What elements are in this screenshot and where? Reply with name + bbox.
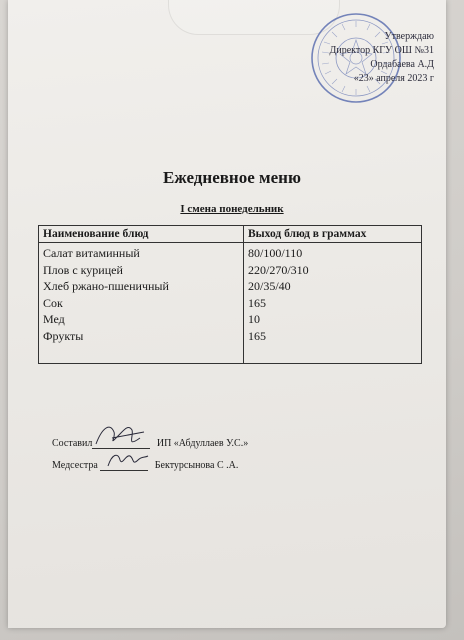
composer-name: ИП «Абдуллаев У.С.» <box>156 438 249 449</box>
table-row <box>39 243 422 364</box>
approval-name: Ордабаева А.Д <box>370 59 434 70</box>
composer-label: Составил <box>52 438 93 449</box>
header-dish-name: Наименование блюд <box>39 226 244 243</box>
nurse-label: Медсестра <box>52 460 98 471</box>
header-weight: Выход блюд в граммах <box>244 226 422 243</box>
approval-line: Утверждаю <box>384 31 434 42</box>
dish-item: Салат витаминный <box>43 246 140 260</box>
weight-item: 220/270/310 <box>248 262 309 277</box>
weight-column <box>244 243 422 364</box>
dish-item: Мед <box>43 312 65 326</box>
approval-block <box>284 30 434 86</box>
approval-director: Директор КГУ ОШ №31 <box>329 45 434 56</box>
weight-item: 165 <box>248 295 266 310</box>
nurse-name: Бектурсынова С .А. <box>154 460 239 471</box>
weight-item: 10 <box>248 312 260 326</box>
weight-item: 165 <box>248 328 266 343</box>
dish-item: Фрукты <box>43 328 84 343</box>
dish-column <box>39 243 244 364</box>
weight-item: 80/100/110 <box>248 246 303 260</box>
shift-subtitle: I смена понедельник <box>180 203 284 215</box>
page-title: Ежедневное меню <box>163 168 301 187</box>
dish-item: Сок <box>43 295 63 310</box>
dish-item: Хлеб ржано-пшеничный <box>43 279 169 293</box>
approval-date: «23» апреля 2023 г <box>353 73 434 84</box>
menu-table <box>38 225 422 364</box>
weight-item: 20/35/40 <box>248 279 291 293</box>
nurse-signature-icon <box>104 448 152 472</box>
table-header-row <box>39 226 422 243</box>
dish-item: Плов с курицей <box>43 262 123 277</box>
